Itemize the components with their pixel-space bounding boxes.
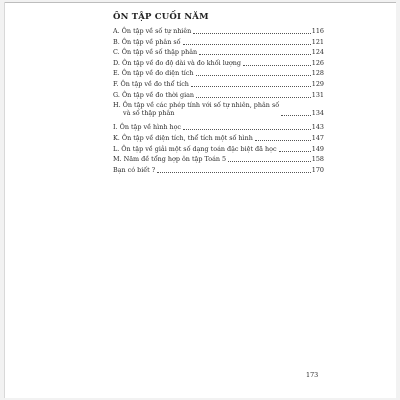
toc-entry-page: 149 bbox=[311, 144, 324, 153]
toc-entry-page: 124 bbox=[311, 48, 324, 57]
toc-entry-page: 158 bbox=[311, 155, 324, 164]
toc-entry-page: 126 bbox=[311, 58, 324, 67]
toc-entry-g bbox=[113, 92, 324, 99]
toc-entry-b bbox=[113, 39, 324, 46]
toc-entry-label: I. Ôn tập về hình học bbox=[113, 123, 182, 132]
dot-leader bbox=[255, 140, 311, 141]
dot-leader bbox=[279, 151, 311, 152]
dot-leader bbox=[183, 129, 311, 130]
toc-entry-label bbox=[113, 102, 279, 117]
toc-entry-d bbox=[113, 60, 324, 67]
book-page bbox=[4, 2, 396, 398]
toc-entry-ban-co-biet bbox=[113, 167, 324, 174]
toc-entry-label-line: H. Ôn tập về các phép tính với số tự nhiên, phân số bbox=[113, 101, 280, 110]
page-top-edge bbox=[4, 2, 396, 3]
dot-leader bbox=[228, 161, 311, 162]
section-heading: ÔN TẬP CUỐI NĂM bbox=[113, 12, 209, 22]
toc-entry-label: C. Ôn tập về số thập phân bbox=[113, 48, 198, 57]
page-number: 173 bbox=[306, 371, 319, 379]
toc-entry-label: M. Năm đề tổng hợp ôn tập Toán 5 bbox=[113, 155, 227, 164]
toc-entry-label: E. Ôn tập về đo diện tích bbox=[113, 69, 194, 78]
toc-entry-page: 131 bbox=[311, 90, 324, 99]
toc-entry-label: L. Ôn tập về giải một số dạng toán đặc biệt đã học bbox=[113, 144, 277, 153]
toc-entry-label: D. Ôn tập về đo độ dài và đo khối lượng bbox=[113, 58, 241, 67]
toc-entry-l bbox=[113, 146, 324, 153]
toc-entry-e bbox=[113, 70, 324, 77]
dot-leader bbox=[199, 54, 311, 55]
toc-entry-page: 147 bbox=[311, 133, 324, 142]
dot-leader bbox=[191, 86, 311, 87]
toc-entry-c bbox=[113, 49, 324, 56]
dot-leader bbox=[193, 33, 311, 34]
toc-entry-page: 116 bbox=[311, 27, 324, 35]
toc-entry-m bbox=[113, 156, 324, 163]
toc-entry-label: B. Ôn tập về phân số bbox=[113, 37, 181, 46]
dot-leader bbox=[243, 65, 311, 66]
dot-leader bbox=[196, 75, 311, 76]
dot-leader bbox=[183, 44, 311, 45]
toc-entry-label: A. Ôn tập về số tự nhiên bbox=[113, 27, 192, 35]
table-of-contents bbox=[113, 28, 324, 177]
toc-entry-f bbox=[113, 81, 324, 88]
toc-entry-k bbox=[113, 135, 324, 142]
toc-entry-page: 134 bbox=[311, 109, 324, 118]
toc-entry-page: 170 bbox=[311, 165, 324, 174]
dot-leader bbox=[157, 172, 311, 173]
dot-leader bbox=[281, 115, 311, 116]
toc-entry-page: 121 bbox=[311, 37, 324, 46]
toc-entry-page: 128 bbox=[311, 69, 324, 78]
toc-entry-label-line: và số thập phân bbox=[123, 108, 175, 117]
toc-entry-a bbox=[113, 28, 324, 35]
dot-leader bbox=[196, 97, 311, 98]
toc-entry-i bbox=[113, 124, 324, 131]
toc-entry-label: G. Ôn tập về đo thời gian bbox=[113, 90, 195, 99]
toc-entry-page: 143 bbox=[311, 123, 324, 132]
toc-entry-label: Bạn có biết ? bbox=[113, 165, 156, 174]
toc-entry-h bbox=[113, 102, 324, 117]
page-left-edge bbox=[4, 2, 5, 398]
toc-entry-label: F. Ôn tập về đo thể tích bbox=[113, 79, 189, 88]
toc-entry-label: K. Ôn tập về diện tích, thể tích một số hình bbox=[113, 133, 253, 142]
toc-entry-page: 129 bbox=[311, 79, 324, 88]
